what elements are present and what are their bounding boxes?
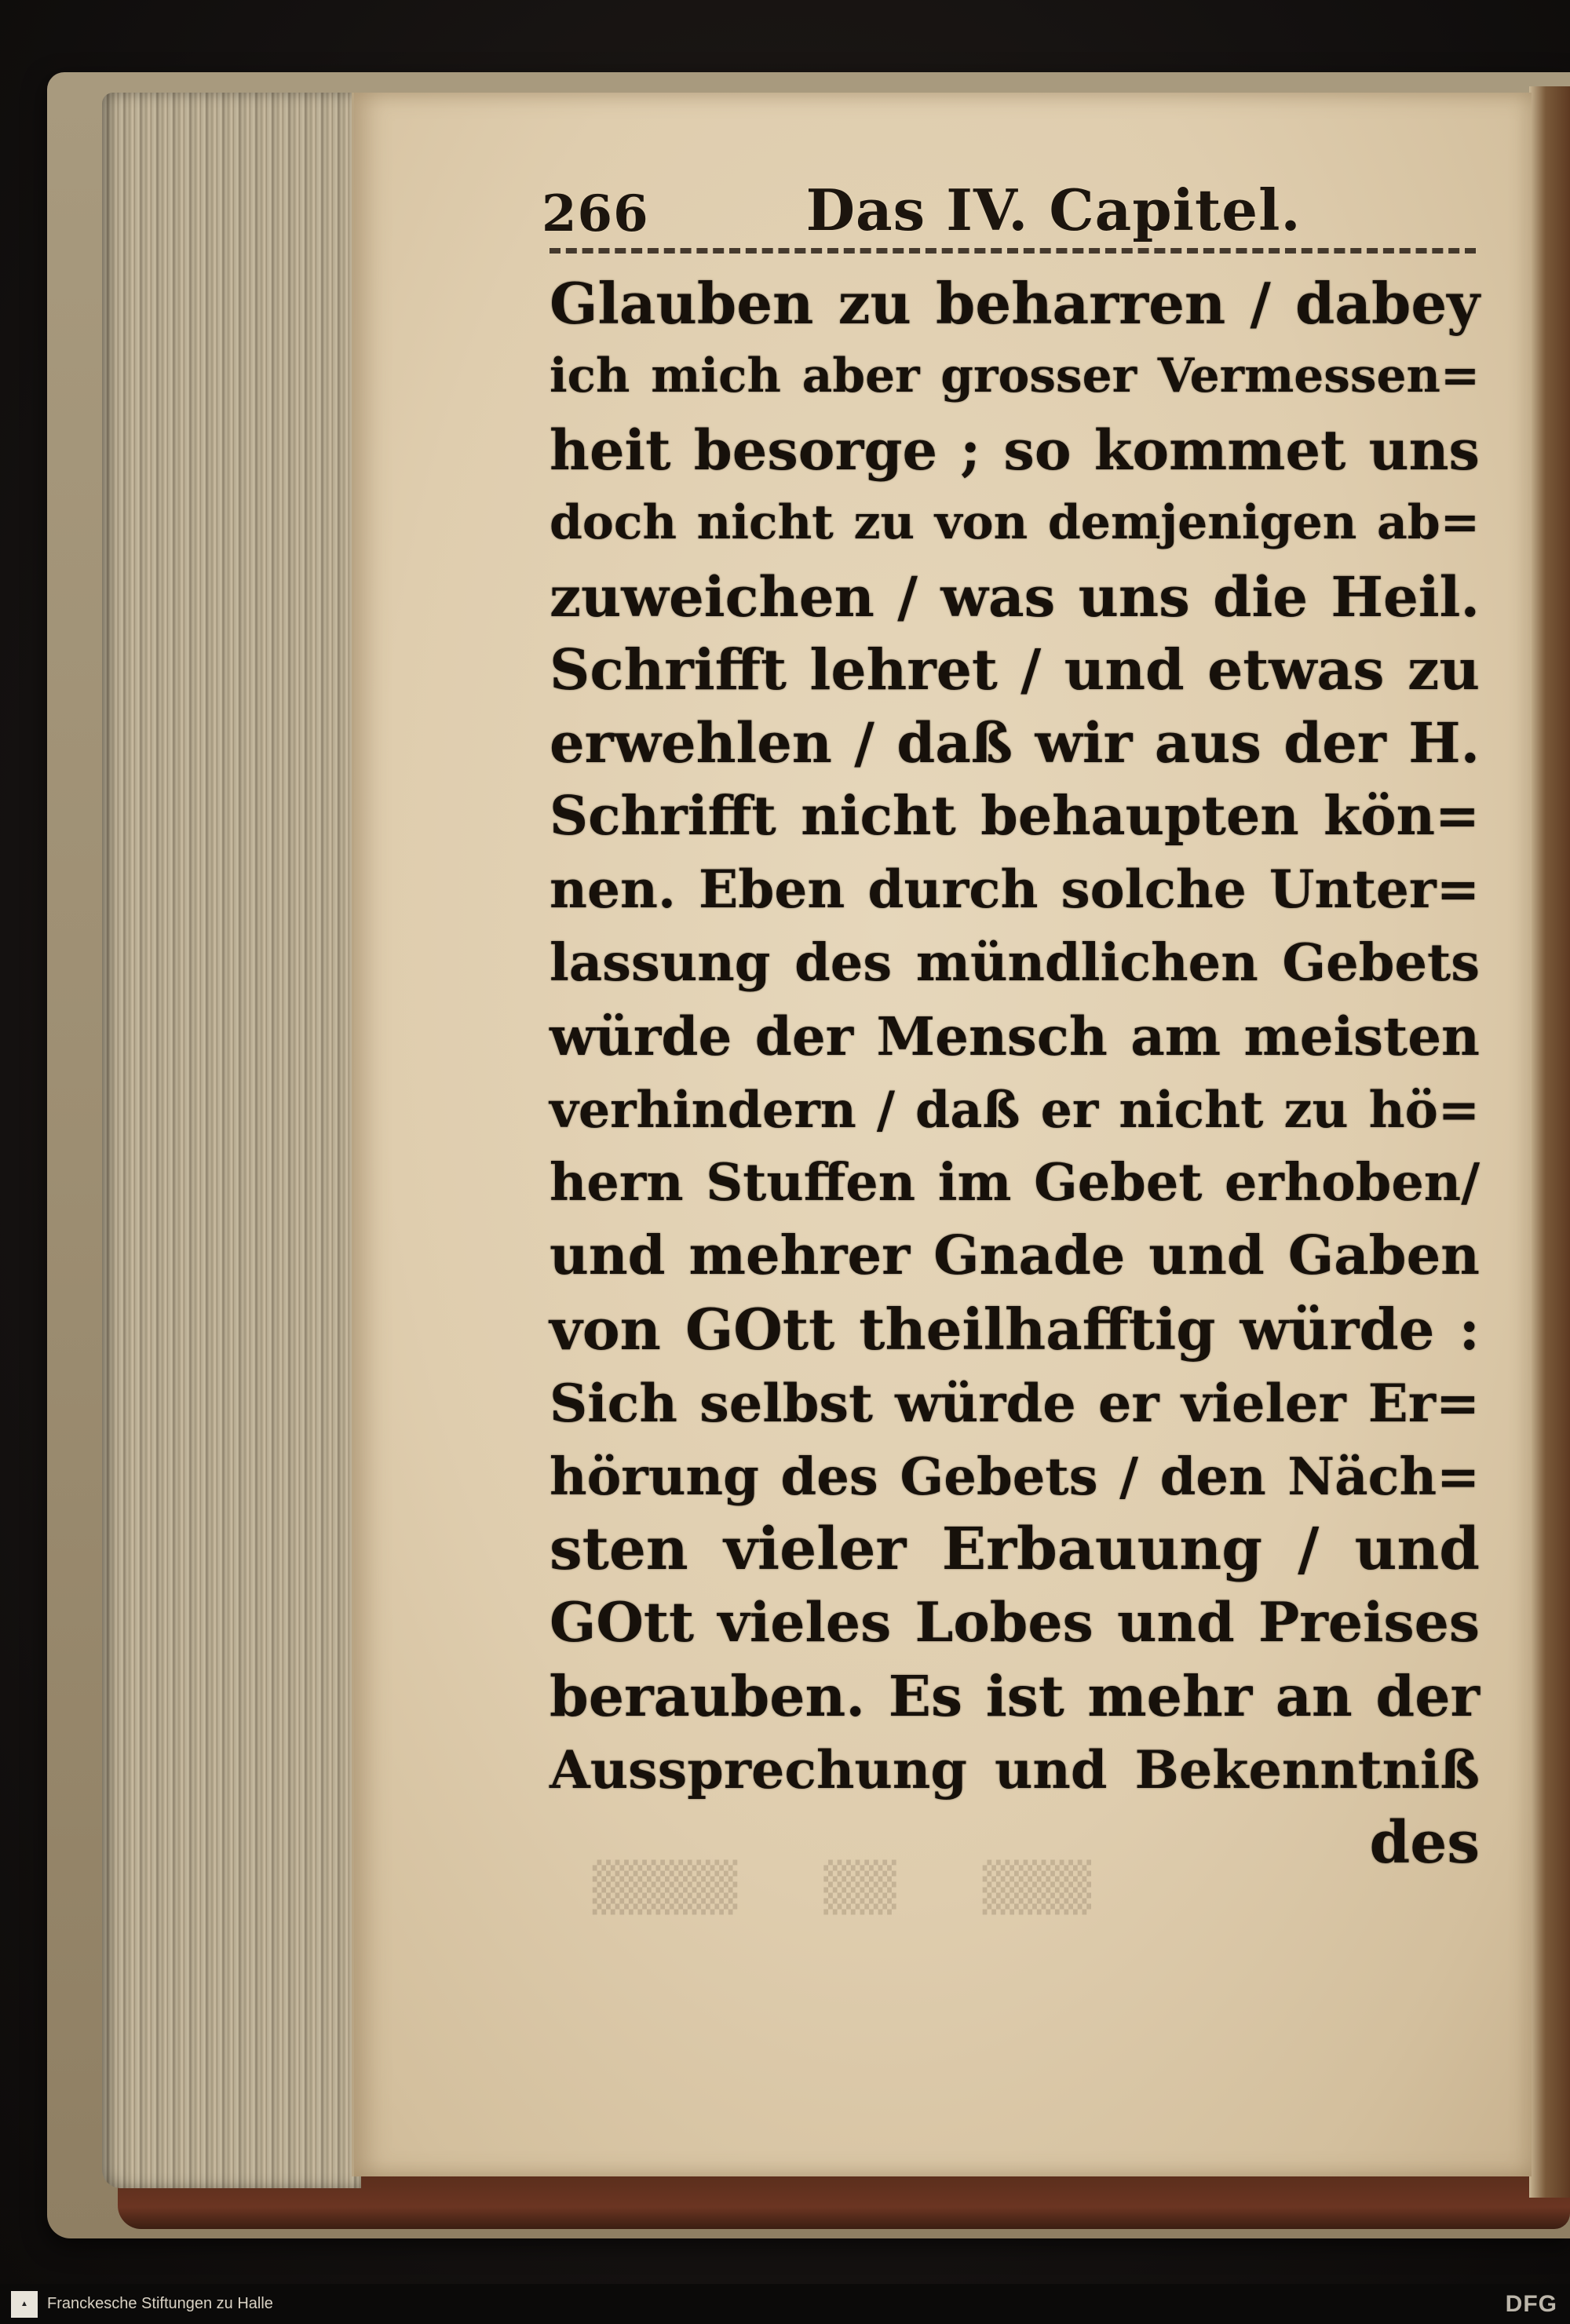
text-line: lassung des mündlichen Gebets [550,932,1480,993]
institution-logo-icon: ▲ [11,2291,38,2318]
page-header [542,157,1476,243]
text-line: hörung des Gebets / den Näch= [550,1446,1480,1507]
page-edges-left [102,93,361,2188]
text-line: und mehrer Gnade und Gaben [550,1224,1480,1288]
viewer-footer [0,2284,1570,2324]
text-line: nen. Eben durch solche Unter= [550,859,1480,921]
text-line: erwehlen / daß wir aus der H. [550,710,1480,776]
text-line: Schrifft nicht behaupten kön= [550,784,1480,848]
catchword: des [1369,1808,1480,1877]
text-line: zuweichen / was uns die Heil. [550,564,1480,629]
footer-credit-group [0,2291,273,2318]
page-edge-right [1529,86,1570,2198]
text-line: von GOtt theilhafftig würde : [550,1296,1480,1363]
footer-credit: Franckesche Stiftungen zu Halle [47,2295,273,2312]
text-line: doch nicht zu von demjenigen ab= [550,495,1480,551]
header-rule [550,248,1476,254]
text-line: Glauben zu beharren / dabey [550,270,1480,337]
text-line: Sich selbst würde er vieler Er= [550,1372,1480,1435]
text-line: heit besorge ; so kommet uns [550,417,1480,483]
text-line: Schrifft lehret / und etwas zu [550,637,1480,703]
text-line: Aussprechung und Bekenntniß [550,1738,1480,1801]
page-number: 266 [542,184,649,243]
dfg-logo: DFG [1505,2290,1557,2317]
running-head: Das IV. Capitel. [805,177,1302,243]
body-text [550,267,1480,1880]
text-line: hern Stuffen im Gebet erhoben/ [550,1152,1480,1213]
text-line: ich mich aber grosser Vermessen= [550,348,1480,404]
bleed-mark: ▒▒ [823,1860,896,1915]
text-line: GOtt vieles Lobes und Preises [550,1591,1480,1655]
text-line: würde der Mensch am meisten [550,1005,1480,1068]
bleed-mark: ▒▒▒▒ [592,1860,738,1915]
text-line: sten vieler Erbauung / und [550,1515,1480,1583]
text-line: verhindern / daß er nicht zu hö= [550,1080,1480,1140]
bleed-mark: ▒▒▒ [982,1860,1091,1915]
text-line: berauben. Es ist mehr an der [550,1662,1480,1729]
